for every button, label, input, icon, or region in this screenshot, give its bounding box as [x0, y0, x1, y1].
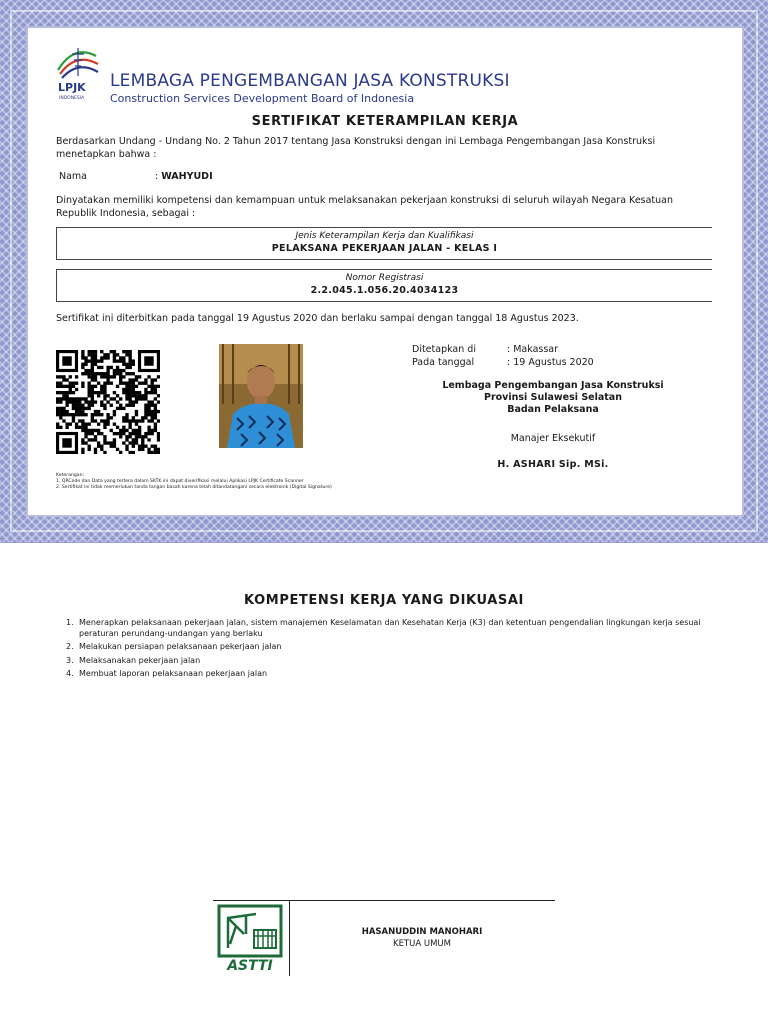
footer-vertical-divider — [289, 900, 290, 976]
org-line-3: Badan Pelaksana — [507, 404, 599, 415]
competency-list — [66, 618, 706, 683]
list-item — [66, 669, 706, 680]
date-label: Pada tanggal — [412, 357, 475, 368]
registration-label: Nomor Registrasi — [345, 273, 424, 283]
holder-name-row — [59, 171, 213, 182]
registration-box — [56, 269, 712, 302]
name-label: Nama — [59, 171, 88, 182]
list-item-number: 1. — [66, 618, 74, 627]
date-value: : 19 Agustus 2020 — [507, 357, 594, 368]
list-item — [66, 642, 706, 653]
name-separator: : — [155, 171, 159, 182]
notes-title: Keterangan: — [56, 473, 85, 478]
issuing-organization — [412, 380, 694, 416]
declaration-text: Dinyatakan memiliki kompetensi dan kemampuan untuk melaksanakan pekerjaan konstruksi di seluruh wilayah Negara Kesatuan Republik Indonesia, sebagai : — [56, 195, 674, 219]
list-item-text: Melaksanakan pekerjaan jalan — [79, 655, 201, 665]
competency-title: KOMPETENSI KERJA YANG DIKUASAI — [244, 593, 524, 608]
lpjk-subtitle: Construction Services Development Board of Indonesia — [110, 92, 415, 105]
certificate-title: SERTIFIKAT KETERAMPILAN KERJA — [251, 114, 519, 129]
chairman-role: KETUA UMUM — [393, 939, 451, 949]
list-item-text: Menerapkan pelaksanaan pekerjaan jalan, sistem manajemen Keselamatan dan Kesehatan Kerja (K3) dan ketentuan pengendalian lingkungan kerja sesuai peraturan perundang-undangan yang berlaku — [79, 618, 701, 638]
manager-title: Manajer Eksekutif — [510, 433, 596, 444]
qualification-label: Jenis Keterampilan Kerja dan Kualifikasi — [295, 231, 474, 241]
place-label: Ditetapkan di — [412, 344, 476, 355]
list-item — [66, 618, 706, 639]
note-2: 2. Sertifikat ini tidak memerlukan tanda tangan basah karena telah ditandatangani secara elektronik (Digital Signature) — [56, 485, 332, 490]
org-line-1: Lembaga Pengembangan Jasa Konstruksi — [442, 380, 664, 391]
registration-number: 2.2.045.1.056.20.4034123 — [310, 285, 459, 296]
note-1: 1. QRCode dan Data yang tertera dalam SKTK ini dapat diverifikasi melalui Aplikasi LPJK Certificate Scanner — [56, 479, 304, 484]
holder-name: WAHYUDI — [161, 171, 213, 182]
holder-photo — [219, 344, 303, 448]
list-item-number: 2. — [66, 642, 74, 651]
list-item-text: Membuat laporan pelaksanaan pekerjaan jalan — [79, 669, 268, 678]
org-line-2: Provinsi Sulawesi Selatan — [484, 392, 622, 403]
validity-text: Sertifikat ini diterbitkan pada tanggal 19 Agustus 2020 dan berlaku sampai dengan tanggal 18 Agustus 2023. — [56, 313, 579, 324]
qualification-value: PELAKSANA PEKERJAAN JALAN - KELAS I — [271, 243, 498, 254]
list-item-text: Melakukan persiapan pelaksanaan pekerjaan jalan — [79, 642, 282, 651]
list-item-number: 3. — [66, 655, 74, 665]
lpjk-logo-icon — [52, 40, 102, 102]
chairman-name: HASANUDDIN MANOHARI — [361, 927, 483, 937]
place-value: : Makassar — [507, 344, 559, 355]
certificate-sheet — [28, 28, 742, 515]
certificate-notes — [56, 473, 332, 491]
astti-logo-text: ASTTI — [227, 958, 273, 974]
signer-name: H. ASHARI Sip. MSi. — [497, 459, 609, 470]
astti-logo-icon — [216, 904, 284, 974]
footer-divider — [213, 900, 555, 901]
list-item — [66, 656, 706, 667]
lpjk-title: LEMBAGA PENGEMBANGAN JASA KONSTRUKSI — [110, 71, 510, 91]
list-item-number: 4. — [66, 669, 74, 678]
lpjk-country: INDONESIA — [59, 96, 85, 101]
certificate-intro: Berdasarkan Undang - Undang No. 2 Tahun 2017 tentang Jasa Konstruksi dengan ini Lembaga Pengembangan Jasa Konstruksi menetapkan bahwa : — [56, 136, 656, 160]
signature-block — [412, 344, 692, 470]
qr-code-icon — [56, 350, 160, 454]
qualification-box — [56, 227, 712, 260]
lpjk-wordmark — [110, 71, 510, 105]
lpjk-mark: LPJK — [58, 81, 86, 94]
